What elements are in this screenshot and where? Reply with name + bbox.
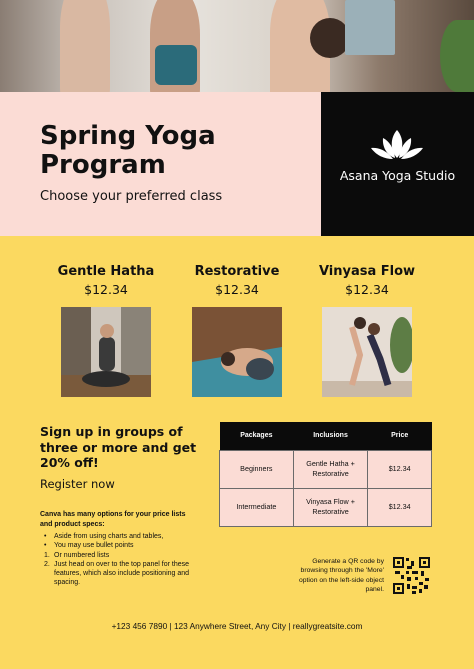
column-header-inclusions: Inclusions: [293, 422, 368, 450]
column-header-price: Price: [368, 422, 432, 450]
qr-instructions: Generate a QR code by browsing through the 'More' option on the left-side object panel.: [298, 558, 384, 594]
table-header-row: [220, 422, 432, 450]
brand-name: Asana Yoga Studio: [339, 168, 456, 183]
footer-contact: +123 456 7890 | 123 Anywhere Street, Any City | reallygreatsite.com: [111, 621, 363, 631]
class-name-vinyasa-flow: Vinyasa Flow: [318, 264, 416, 279]
page-subtitle: Choose your preferred class: [40, 189, 223, 204]
table-cell-inclusions: Vinyasa Flow + Restorative: [293, 488, 368, 526]
table-cell-price: $12.34: [368, 488, 432, 526]
table-row: [220, 450, 432, 488]
list-item: • You may use bullet points: [44, 542, 134, 550]
price-table: [219, 422, 432, 527]
table-cell-price: $12.34: [368, 450, 432, 488]
hero-photo: [0, 0, 474, 92]
class-price-vinyasa-flow: $12.34: [345, 282, 389, 297]
notes-list: [44, 532, 194, 588]
class-price-gentle-hatha: $12.34: [84, 282, 128, 297]
class-price-restorative: $12.34: [215, 282, 259, 297]
class-photo-gentle-hatha: [61, 307, 151, 397]
brand-panel: [321, 92, 474, 236]
qr-code-icon[interactable]: [393, 557, 430, 594]
register-now-link[interactable]: Register now: [40, 477, 115, 491]
table-cell-package: Beginners: [220, 450, 294, 488]
table-row: [220, 488, 432, 526]
class-photo-restorative: [192, 307, 282, 397]
group-discount-headline: Sign up in groups of three or more and get 20% off!: [40, 424, 197, 470]
class-name-gentle-hatha: Gentle Hatha: [57, 264, 155, 279]
list-item: • Aside from using charts and tables,: [44, 533, 164, 540]
notes-heading: Canva has many options for your price lists and product specs:: [40, 511, 186, 528]
table-cell-inclusions: Gentle Hatha + Restorative: [293, 450, 368, 488]
lotus-logo-icon: [368, 128, 426, 164]
column-header-packages: Packages: [220, 422, 294, 450]
class-name-restorative: Restorative: [194, 264, 280, 279]
page-title: Spring Yoga Program: [40, 121, 216, 180]
class-photo-vinyasa-flow: [322, 307, 412, 397]
table-cell-package: Intermediate: [220, 488, 294, 526]
list-item: 2. Just head on over to the top panel for these features, which also include positioning and spacing.: [44, 560, 190, 587]
list-item: 1. Or numbered lists: [44, 551, 110, 559]
